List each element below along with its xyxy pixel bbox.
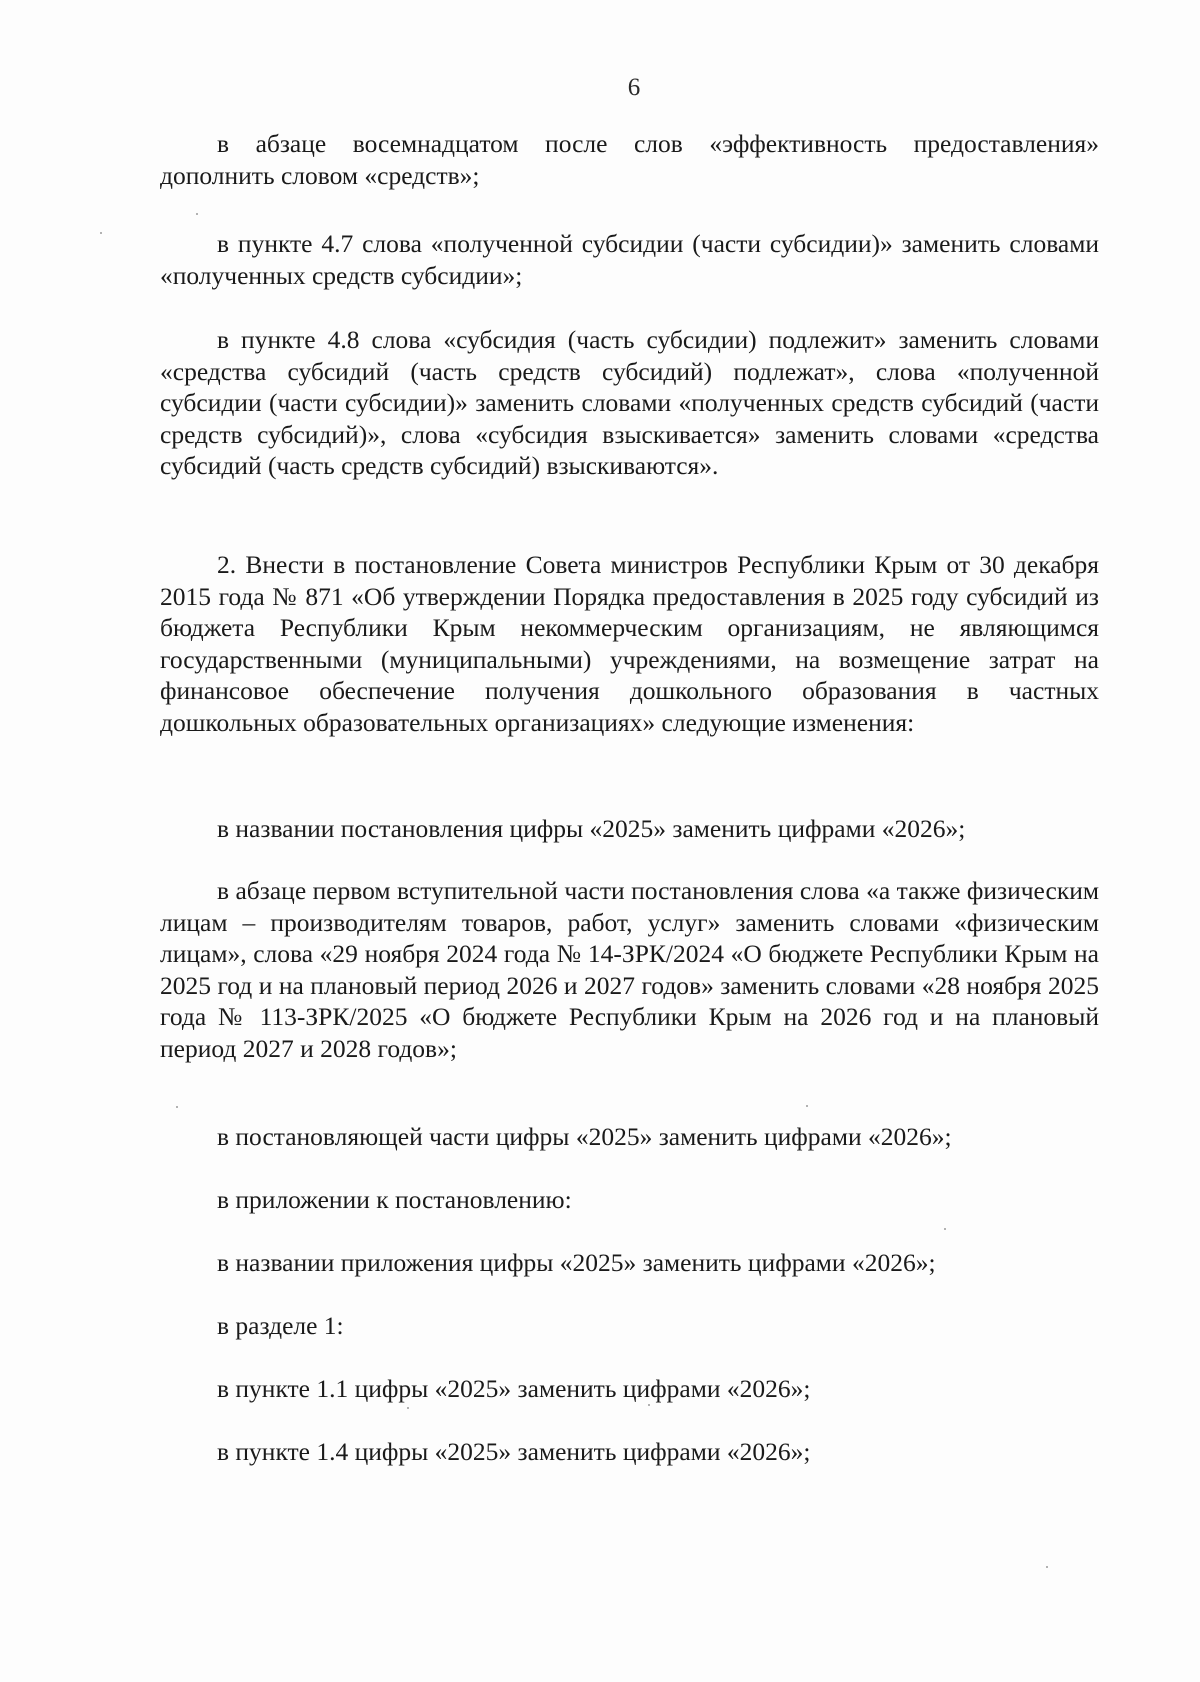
scan-speck xyxy=(176,1106,178,1108)
scan-speck xyxy=(407,1407,409,1409)
paragraph-title-change: в названии постановления цифры «2025» заменить цифрами «2026»; xyxy=(217,814,966,843)
paragraph-punkt-4-8: в пункте 4.8 слова «субсидия (часть субсидии) подлежит» заменить словами «средства субсидий (часть средств субсидий) подлежат», слова «полученной субсидии (части субсидии)» заменить словами «полученных средств субсидий (части средств субсидий)», слова «субсидия взыскивается» заменить словами «средства субсидий (часть средств субсидий) взыскиваются». xyxy=(160,325,1099,480)
paragraph-punkt-1-4: в пункте 1.4 цифры «2025» заменить цифрами «2026»; xyxy=(217,1437,811,1466)
paragraph-annex-intro: в приложении к постановлению: xyxy=(217,1185,572,1214)
scan-speck xyxy=(196,213,198,215)
paragraph-annex-title-change: в названии приложения цифры «2025» заменить цифрами «2026»; xyxy=(217,1248,936,1277)
paragraph-abzats-18: в абзаце восемнадцатом после слов «эффективность предоставления» дополнить словом «средств»; xyxy=(160,129,1099,190)
scan-speck xyxy=(100,232,102,234)
paragraph-intro-change: в абзаце первом вступительной части постановления слова «а также физическим лицам – производителям товаров, работ, услуг» заменить словами «физическим лицам», слова «29 ноября 2024 года № 14-ЗРК/2024 «О бюджете Республики Крым на 2025 год и на плановый период 2026 и 2027 годов» заменить словами «28 ноября 2025 года № 113-ЗРК/2025 «О бюджете Республики Крым на 2026 год и на плановый период 2027 и 2028 годов»; xyxy=(160,876,1099,1063)
paragraph-operative-change: в постановляющей части цифры «2025» заменить цифрами «2026»; xyxy=(217,1122,952,1151)
paragraph-punkt-1-1: в пункте 1.1 цифры «2025» заменить цифрами «2026»; xyxy=(217,1374,811,1403)
paragraph-item-2: 2. Внести в постановление Совета министров Республики Крым от 30 декабря 2015 года № 871 «Об утверждении Порядка предоставления в 2025 году субсидий из бюджета Республики Крым некоммерческим организациям, не являющимся государственными (муниципальными) учреждениями, на возмещение затрат на финансовое обеспечение получения дошкольного образования в частных дошкольных образовательных организациях» следующие изменения: xyxy=(160,550,1099,737)
paragraph-punkt-4-7: в пункте 4.7 слова «полученной субсидии (части субсидии)» заменить словами «полученных средств субсидии»; xyxy=(160,229,1099,290)
scan-speck xyxy=(648,1404,650,1406)
scan-speck xyxy=(1046,1566,1048,1568)
scan-speck xyxy=(944,1228,946,1230)
scan-speck xyxy=(806,1105,808,1107)
paragraph-section-1: в разделе 1: xyxy=(217,1311,344,1340)
page-number: 6 xyxy=(627,74,641,101)
